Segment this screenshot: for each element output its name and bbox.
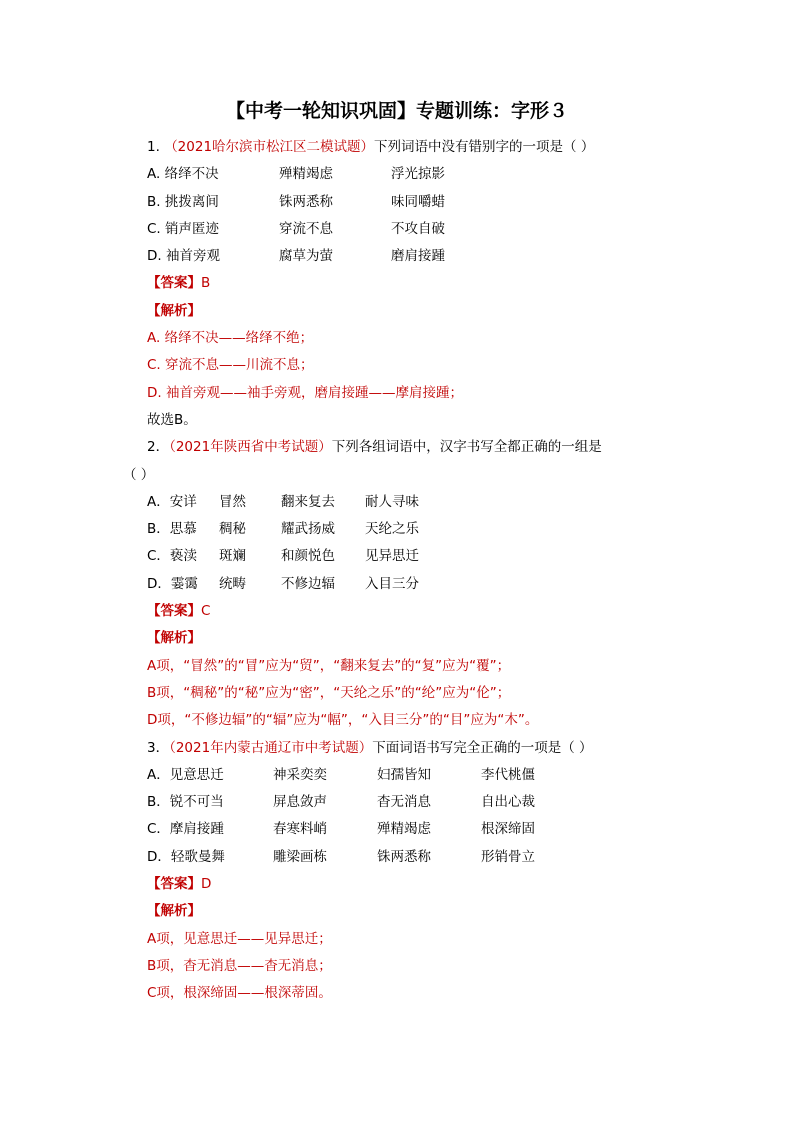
option-word: B．锐不可当 xyxy=(147,794,224,811)
analysis-line: A项，“冒然”的“冒”应为“贸”，“翻来复去”的“复”应为“覆”； xyxy=(147,657,511,674)
option-word: 穿流不息 xyxy=(279,220,333,237)
option-word: 不修边辐 xyxy=(281,575,335,592)
option-word: 稠秘 xyxy=(219,521,246,538)
option-word: 根深缔固 xyxy=(481,821,535,838)
option-word: 统畴 xyxy=(219,575,246,592)
answer-line xyxy=(147,598,707,625)
analysis-line: C. 穿流不息——川流不息； xyxy=(147,357,314,374)
analysis-label: 【解析】 xyxy=(147,903,201,920)
question-number: 1. xyxy=(147,139,160,155)
option-word: 冒然 xyxy=(219,493,246,510)
option-word: D．霎霭 xyxy=(147,575,198,592)
option-word: C. 销声匿迹 xyxy=(147,220,220,237)
question-2-stem xyxy=(147,434,707,461)
answer-line xyxy=(147,871,707,898)
question-text: 下列词语中没有错别字的一项是（ ） xyxy=(374,139,595,155)
option-word: A. 络绎不决 xyxy=(147,166,219,183)
question-source: （2021年陕西省中考试题） xyxy=(169,439,332,456)
question-3-stem xyxy=(147,735,707,762)
option-word: 杳无消息 xyxy=(377,794,431,811)
question-source: （2021年内蒙古通辽市中考试题） xyxy=(169,739,373,756)
analysis-line: D项，“不修边辐”的“辐”应为“幅”，“入目三分”的“目”应为“木”。 xyxy=(147,712,539,729)
option-word: 铢两悉称 xyxy=(377,848,431,865)
option-row xyxy=(147,571,707,598)
option-row xyxy=(147,243,707,270)
option-row xyxy=(147,762,707,789)
analysis-heading xyxy=(147,898,707,925)
answer-value: B xyxy=(201,275,211,292)
question-text: 下面词语书写完全正确的一项是（ ） xyxy=(372,739,593,756)
answer-value: D xyxy=(201,876,212,893)
option-row xyxy=(147,816,707,843)
option-word: 自出心裁 xyxy=(481,794,535,811)
option-word: 妇孺皆知 xyxy=(377,766,431,783)
option-word: 味同嚼蜡 xyxy=(391,193,445,210)
option-word: 斑斓 xyxy=(219,548,246,565)
answer-label: 【答案】 xyxy=(147,876,201,893)
answer-line xyxy=(147,270,707,297)
option-word: 春寒料峭 xyxy=(273,821,327,838)
option-word: D．轻歌曼舞 xyxy=(147,848,225,865)
option-word: B．思慕 xyxy=(147,521,197,538)
option-word: 磨肩接踵 xyxy=(391,248,445,265)
option-row xyxy=(147,844,707,871)
analysis-heading xyxy=(147,298,707,325)
analysis-line: A. 络绎不决——络绎不绝； xyxy=(147,330,314,347)
answer-label: 【答案】 xyxy=(147,275,201,292)
option-row xyxy=(147,543,707,570)
question-text: 下列各组词语中，汉字书写全都正确的一组是 xyxy=(331,439,602,456)
option-word: 耐人寻味 xyxy=(365,493,419,510)
question-number: 3． xyxy=(147,739,170,756)
option-word: 浮光掠影 xyxy=(391,166,445,183)
option-word: A．安详 xyxy=(147,493,197,510)
option-word: 形销骨立 xyxy=(481,848,535,865)
option-word: 天纶之乐 xyxy=(365,521,419,538)
conclusion-line: 故选B。 xyxy=(147,411,197,428)
option-word: 铢两悉称 xyxy=(279,193,333,210)
analysis-line: B项，杳无消息——杳无消息； xyxy=(147,957,332,974)
document-body xyxy=(123,134,707,1008)
option-row xyxy=(147,516,707,543)
question-source: （2021哈尔滨市松江区二模试题） xyxy=(164,139,375,155)
analysis-label: 【解析】 xyxy=(147,302,201,319)
option-word: C．摩肩接踵 xyxy=(147,821,224,838)
option-word: C．亵渎 xyxy=(147,548,197,565)
option-row xyxy=(147,789,707,816)
option-word: 屏息敛声 xyxy=(273,794,327,811)
option-word: 腐草为萤 xyxy=(279,248,333,265)
option-word: 殚精竭虑 xyxy=(377,821,431,838)
option-row xyxy=(147,161,707,188)
question-2-stem-continued: （ ） xyxy=(123,466,155,483)
analysis-line: D. 袖首旁观——袖手旁观，磨肩接踵——摩肩接踵； xyxy=(147,384,463,401)
option-word: 李代桃僵 xyxy=(481,766,535,783)
option-word: D. 袖首旁观 xyxy=(147,248,220,265)
option-row xyxy=(147,216,707,243)
question-1-stem xyxy=(147,134,707,161)
option-word: 耀武扬威 xyxy=(281,521,335,538)
answer-label: 【答案】 xyxy=(147,603,201,620)
option-word: 和颜悦色 xyxy=(281,548,335,565)
option-word: 翻来复去 xyxy=(281,493,335,510)
analysis-line: B项，“稠秘”的“秘”应为“密”，“天纶之乐”的“纶”应为“伦”； xyxy=(147,684,511,701)
option-word: A．见意思迁 xyxy=(147,766,224,783)
option-row xyxy=(147,189,707,216)
page-title: 【中考一轮知识巩固】专题训练：字形３ xyxy=(225,100,568,122)
option-word: 不攻自破 xyxy=(391,220,445,237)
analysis-label: 【解析】 xyxy=(147,630,201,647)
option-word: 殚精竭虑 xyxy=(279,166,333,183)
option-word: B. 挑拨离间 xyxy=(147,193,219,210)
option-word: 入目三分 xyxy=(365,575,419,592)
question-number: 2． xyxy=(147,439,170,456)
answer-value: C xyxy=(201,603,211,620)
analysis-line: C项，根深缔固——根深蒂固。 xyxy=(147,985,332,1002)
option-word: 神采奕奕 xyxy=(273,766,327,783)
option-row xyxy=(147,489,707,516)
option-word: 雕梁画栋 xyxy=(273,848,327,865)
analysis-heading xyxy=(147,625,707,652)
option-word: 见异思迁 xyxy=(365,548,419,565)
analysis-line: A项，见意思迁——见异思迁； xyxy=(147,930,332,947)
